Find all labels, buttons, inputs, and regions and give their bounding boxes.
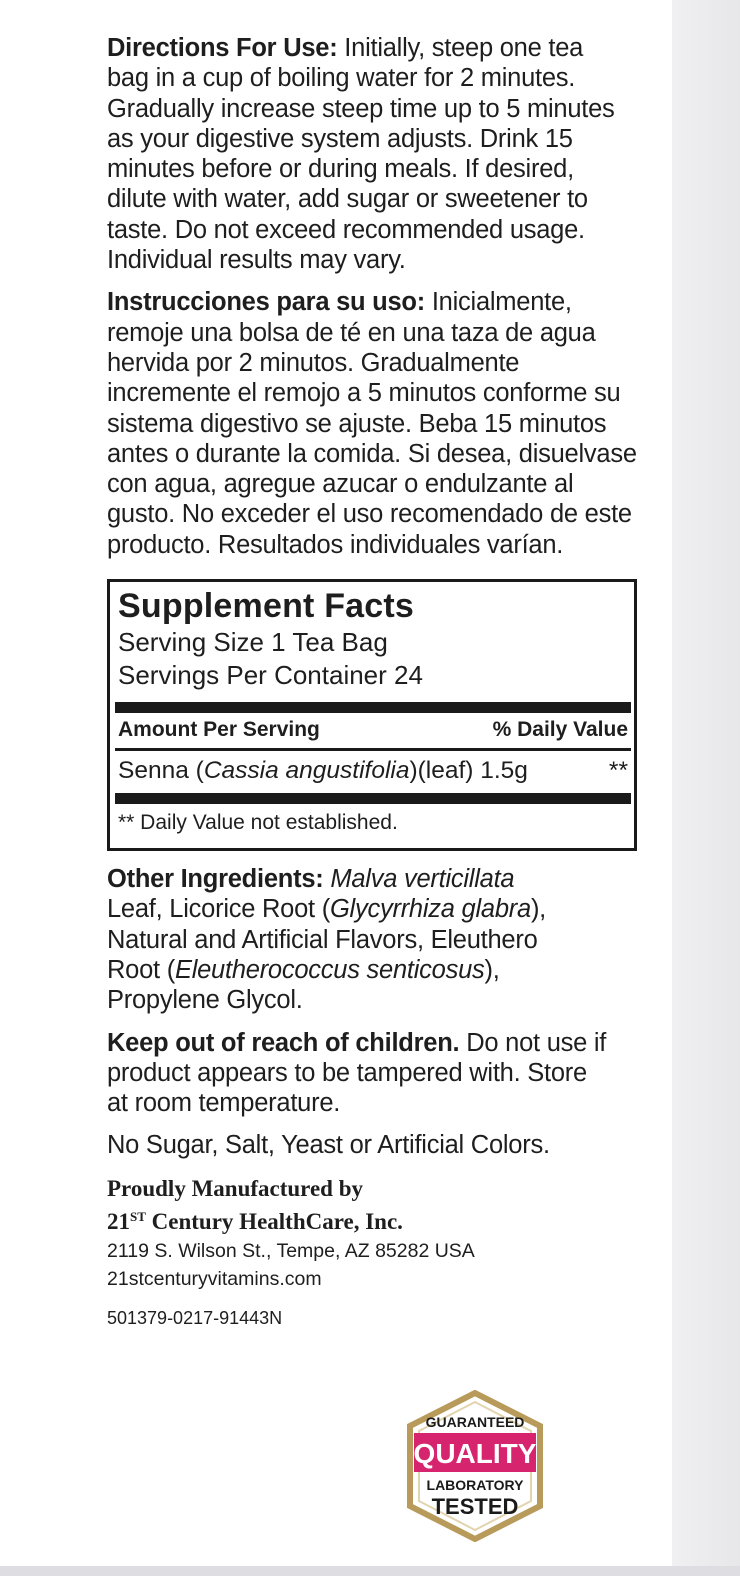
other-ingredients-heading: Other Ingredients:: [107, 865, 324, 894]
badge-laboratory: LABORATORY: [426, 1477, 524, 1493]
servings-per-container: Servings Per Container 24: [118, 660, 423, 691]
supplement-facts-title: Supplement Facts: [118, 587, 415, 626]
manufacturer-block: [107, 1175, 638, 1331]
facts-divider-thick-bottom: [115, 793, 631, 804]
badge-guaranteed: GUARANTEED: [425, 1414, 525, 1430]
warning-text: Keep out of reach of children. Do not use if product appears to be tampered with. Store at room temperature.: [107, 1028, 607, 1118]
badge-quality: QUALITY: [413, 1438, 537, 1469]
manufacturer-name: 21ST Century HealthCare, Inc.: [107, 1208, 403, 1234]
background-right: [672, 0, 740, 1576]
daily-value-header: % Daily Value: [492, 718, 628, 742]
no-sugar-claim: No Sugar, Salt, Yeast or Artificial Colors.: [107, 1131, 550, 1160]
directions-heading: Directions For Use:: [107, 34, 338, 62]
directions-es: Instrucciones para su uso: Inicialmente, remoje una bolsa de té en una taza de agua hervida por 2 minutos. Gradualmente incremente el remojo a 5 minutos conforme su sistema digestivo se ajuste. Beba 15 minutos antes o durante la comida. Si desea, disuelvase con agua, agregue azucar o endulzante al gusto. No exceder el uso recomendado de este producto. Resultados individuales varían.: [107, 288, 637, 559]
warning-heading: Keep out of reach of children.: [107, 1028, 460, 1057]
facts-divider-thick: [115, 702, 631, 713]
senna-amount: Senna (Cassia angustifolia)(leaf) 1.5g: [118, 757, 528, 785]
quality-badge-icon: [404, 1390, 546, 1542]
badge-tested: TESTED: [431, 1494, 519, 1519]
manufacturer-address: 2119 S. Wilson St., Tempe, AZ 85282 USA: [107, 1239, 475, 1262]
senna-row: [118, 751, 628, 791]
background-bottom: [0, 1566, 740, 1576]
instrucciones-heading: Instrucciones para su uso:: [107, 288, 426, 317]
other-ingredients: Other Ingredients: Malva verticillata Leaf, Licorice Root (Glycyrrhiza glabra), Natural and Artificial Flavors, Eleuthero Root (Eleutherococcus senticosus), Propylene Glycol.: [107, 865, 547, 1015]
facts-header-row: [118, 715, 628, 745]
supplement-facts-box: [107, 579, 637, 851]
manufacturer-website: 21stcenturyvitamins.com: [107, 1267, 322, 1290]
directions-en: Directions For Use: Initially, steep one tea bag in a cup of boiling water for 2 minutes. Gradually increase steep time up to 5 minutes as your digestive system adjusts. Drink 15 minutes before or during meals. If desired, dilute with water, add sugar or sweetener to taste. Do not exceed recommended usage. Individual results may vary.: [107, 34, 615, 275]
product-code: 501379-0217-91443N: [107, 1307, 283, 1328]
senna-daily-value: **: [608, 757, 628, 785]
serving-size: Serving Size 1 Tea Bag: [118, 627, 388, 658]
manufactured-by: Proudly Manufactured by: [107, 1175, 364, 1201]
amount-per-serving-header: Amount Per Serving: [118, 718, 320, 742]
facts-footnote: ** Daily Value not established.: [118, 811, 398, 835]
